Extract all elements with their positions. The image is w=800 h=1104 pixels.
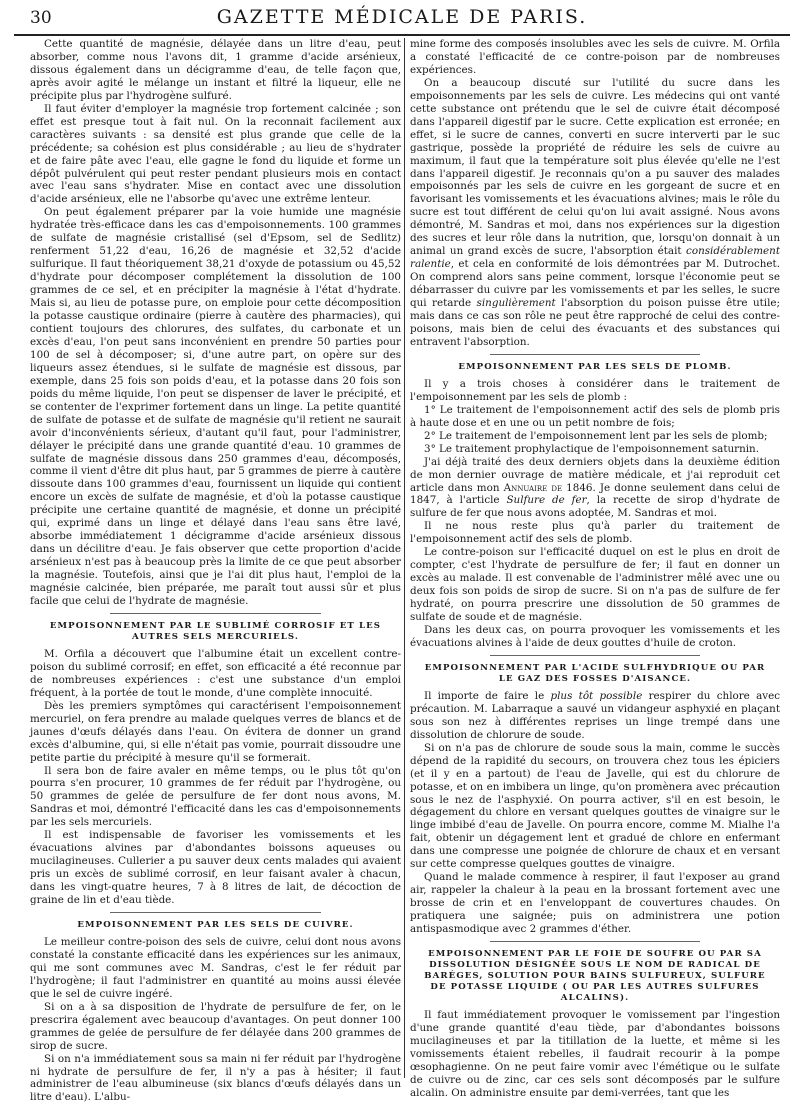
emphasis: Sulfure de fer — [506, 494, 587, 507]
paragraph: Il faut éviter d'employer la magnésie trop fortement calcinée ; son effet est presque tout à fait nul. On la reconnait facilement aux caractères suivants : sa densité est plus grande que celle de la précédente; sa cohésion est plus considérable ; au lieu de s'hydrater et de faire pâte avec l'eau, elle gagne le fond du liquide et forme un dépôt pulvérulent qui peut rester pendant plusieurs mois en contact avec l'eau sans s'hydrater. Mise en contact avec une dissolution d'acide arsénieux, elle ne l'absorbe qu'avec une extrême lenteur. — [30, 102, 401, 206]
paragraph: Cette quantité de magnésie, délayée dans un litre d'eau, peut absorber, comme nous l'avons dit, 1 gramme d'acide arsénieux, dissous également dans un décigramme d'eau, de telle façon que, après avoir agité le mélange un instant et filtré la liqueur, elle ne précipite plus par l'hydrogène sulfuré. — [30, 38, 401, 102]
list-item: 2° Le traitement de l'empoisonnement lent par les sels de plomb; — [424, 429, 768, 442]
paragraph: Il faut immédiatement provoquer le vomissement par l'ingestion d'une grande quantité d'eau tiède, par d'abondantes boissons mucilagineuses et par la titillation de la luette, et même si les vomissements étaient rebelles, il faudrait recourir à la pompe œsophagienne. On ne peut faire vomir avec l'émétique ou le sulfate de cuivre ou de zinc, car ces sels sont décomposés par le sulfure alcalin. On administre ensuite par demi-verrées, tant que les — [410, 1009, 780, 1099]
separator-rule — [110, 613, 321, 614]
paragraph: mine forme des composés insolubles avec les sels de cuivre. M. Orfila a constaté l'efficacité de ce contre-poison par de nombreuses expériences. — [410, 38, 780, 76]
page-number: 30 — [30, 8, 52, 28]
paragraph: Il importe de faire le plus tôt possible respirer du chlore avec précaution. M. Labarraque a sauvé un vidangeur asphyxié en plaçant sous son nez à différentes reprises un linge trempé dans une dissolution de chlorure de soude. — [410, 689, 780, 741]
paragraph: Il est indispensable de favoriser les vomissements et les évacuations alvines par d'abondantes boissons aqueuses ou mucilagineuses. Cullerier a pu sauver deux cents malades qui avaient pris un excès de sublimé corrosif, en leur faisant avaler à chacun, dans les vingt-quatre heures, 7 à 8 litres de lait, de décoction de graine de lin et d'eau tiède. — [30, 829, 401, 907]
left-column — [30, 38, 401, 1104]
paragraph: On peut également préparer par la voie humide une magnésie hydratée très-efficace dans les cas d'empoisonnements. 100 grammes de sulfate de magnésie cristallisé (sel d'Epsom, sel de Sedlitz) renferment 51,22 d'eau, 16,26 de magnésie et 32,52 d'acide sulfurique. Il faut théoriquement 38,21 d'oxyde de potassium ou 45,52 d'hydrate pour décomposer complétement la dissolution de 100 grammes de ce sel, et en précipiter la magnésie à l'état d'hydrate. Mais si, au lieu de potasse pure, on emploie pour cette décomposition la potasse caustique ordinaire (pierre à cautère des pharmacies), qui contient toujours des chlorures, des sulfates, du carbonate et un excès d'eau, l'on peut sans inconvénient en prendre 50 parties pour 100 de sel à décomposer; si, d'une autre part, on opère sur des liqueurs assez étendues, si le sulfate de magnésie est dissous, par exemple, dans 25 fois son poids d'eau, et la potasse dans 20 fois son poids du même liquide, l'on peut se dispenser de laver le précipité, et se contenter de l'exprimer fortement dans un linge. La petite quantité de sulfate de potasse et de sulfate de magnésie qu'il retient ne saurait avoir d'inconvénients sérieux, d'autant qu'il faut, pour l'administrer, délayer le précipité dans une grande quantité d'eau. 10 grammes de sulfate de magnésie dissous dans 250 grammes d'eau, décomposés, comme il vient d'être dit plus haut, par 5 grammes de pierre à cautère dissoute dans 100 grammes d'eau, fournissent un liquide qui contient encore un excès de sulfate de magnésie, et d'où la potasse caustique précipite une certaine quantité de magnésie, et donne un précipité qui, exprimé dans un linge et délayé dans l'eau sans être lavé, absorbe immédiatement 1 décigramme d'acide arsénieux dissous dans un décilitre d'eau. Je fais observer que cette proportion d'acide arsénieux n'est pas à beaucoup près la limite de ce que peut absorber la magnésie. Toutefois, ainsi que je l'ai dit plus haut, l'emploi de la magnésie calcinée, bien préparée, me paraît tout aussi sûr et plus facile que celui de l'hydrate de magnésie. — [30, 206, 401, 607]
paragraph: Il y a trois choses à considérer dans le traitement de l'empoisonnement par les sels de plomb : — [410, 377, 780, 403]
emphasis: plus tôt possible — [550, 689, 643, 702]
right-column — [410, 38, 780, 1099]
paragraph: Dès les premiers symptômes qui caractérisent l'empoisonnement mercuriel, on fera prendre au malade quelques verres de blancs et de jaunes d'œufs délayés dans l'eau. On évitera de donner un grand excès d'albumine, qui, si elle n'était pas vomie, pourrait dissoudre une petite partie du précipité à mesure qu'il se formerait. — [30, 699, 401, 764]
emphasis: considérablement ralentie — [410, 245, 780, 271]
page-header — [14, 4, 790, 36]
page-title: GAZETTE MÉDICALE DE PARIS. — [216, 6, 588, 28]
separator-rule — [110, 912, 321, 913]
paragraph: Si on a à sa disposition de l'hydrate de persulfure de fer, on le prescrira également avec beaucoup d'avantages. On peut donner 100 grammes de gelée de persulfure de fer délayée dans 200 grammes de sirop de sucre. — [30, 1000, 401, 1052]
list-item: 1° Le traitement de l'empoisonnement actif des sels de plomb pris à haute dose et en une ou un petit nombre de fois; — [410, 403, 780, 429]
paragraph: Il sera bon de faire avaler en même temps, ou le plus tôt qu'on pourra s'en procurer, 10 grammes de fer réduit par l'hydrogène, ou 50 grammes de gelée de persulfure de fer dont nous avons, M. Sandras et moi, démontré l'efficacité dans les cas d'empoisonnements par les sels mercuriels. — [30, 764, 401, 829]
book-title: Annuaire de 1846 — [503, 481, 593, 494]
section-heading: EMPOISONNEMENT PAR LES SELS DE CUIVRE. — [77, 920, 354, 930]
section-heading: EMPOISONNEMENT PAR L'ACIDE SULFHYDRIQUE OU PAR LE GAZ DES FOSSES D'AISANCE. — [424, 662, 766, 684]
paragraph: Dans les deux cas, on pourra provoquer les vomissements et les évacuations alvines à l'aide de deux gouttes d'huile de croton. — [410, 623, 780, 649]
separator-rule — [490, 941, 700, 942]
paragraph: Il ne nous reste plus qu'à parler du traitement de l'empoisonnement actif des sels de plomb. — [410, 520, 780, 546]
section-heading: EMPOISONNEMENT PAR LE SUBLIMÉ CORROSIF ET LES AUTRES SELS MERCURIELS. — [49, 620, 382, 642]
separator-rule — [490, 655, 700, 656]
emphasis: singulièrement — [476, 297, 556, 310]
paragraph: Le contre-poison sur l'efficacité duquel on est le plus en droit de compter, c'est l'hydrate de persulfure de fer; il faut en donner un excès au malade. Il est convenable de l'administrer mêlé avec une ou deux fois son poids de sirop de sucre. Si on n'a pas de sulfure de fer hydraté, on pourra prescrire une dissolution de 50 grammes de sulfate de soude et de magnésie. — [410, 546, 780, 624]
paragraph: On a beaucoup discuté sur l'utilité du sucre dans les empoisonnements par les sels de cuivre. Les médecins qui ont vanté cette substance ont prétendu que le sel de cuivre était décomposé dans l'appareil digestif par le sucre. Cette explication est erronée; en effet, si le sucre de cannes, converti en sucre interverti par le suc gastrique, possède la propriété de réduire les sels de cuivre au maximum, il faut que la température soit plus élevée qu'elle ne l'est dans l'appareil digestif. Je reconnais qu'on a pu sauver des malades empoisonnés par les sels de cuivre en les gorgeant de sucre et en favorisant les vomissements et les évacuations alvines; mais le rôle du sucre est tout différent de celui qu'on lui avait assigné. Nous avons démontré, M. Sandras et moi, dans nos expériences sur la digestion des sucres et leur rôle dans la nutrition, que, lorsqu'on donnait à un animal un grand excès de sucre, l'absorption était considérablement ralentie, et cela en conformité de lois démontrées par M. Dutrochet. On comprend alors sans peine comment, lorsque l'économie peut se débarrasser du cuivre par les vomissements et par les selles, le sucre qui retarde singulièrement l'absorption du poison puisse être utile; mais dans ce cas son rôle ne peut être rapproché de celui des contre-poisons, mais bien de celui des évacuants et des substances qui entravent l'absorption. — [410, 76, 780, 348]
separator-rule — [490, 354, 700, 355]
paragraph: Si on n'a immédiatement sous sa main ni fer réduit par l'hydrogène ni hydrate de persulfure de fer, il n'y a pas à hésiter; il faut administrer de l'eau albumineuse (six blancs d'œufs délayés dans un litre d'eau). L'albu- — [30, 1052, 401, 1104]
paragraph: Quand le malade commence à respirer, il faut l'exposer au grand air, rappeler la chaleur à la peau en la brossant fortement avec une brosse de crin et en l'enveloppant de couvertures chaudes. On pratiquera une saignée; puis on administrera une potion antispasmodique avec 2 grammes d'éther. — [410, 871, 780, 936]
paragraph: Le meilleur contre-poison des sels de cuivre, celui dont nous avons constaté la constante efficacité dans les expériences sur les animaux, qui me sont communes avec M. Sandras, c'est le fer réduit par l'hydrogène; il faut l'administrer en quantité au moins aussi élevée que le sel de cuivre ingéré. — [30, 936, 401, 1000]
section-heading: EMPOISONNEMENT PAR LE FOIE DE SOUFRE OU PAR SA DISSOLUTION DÉSIGNÉE SOUS LE NOM DE RADICAL DE BARÉGES, SOLUTION POUR BAINS SULFUREUX, SULFURE DE POTASSE LIQUIDE ( OU PAR LES AUTRES SULFURES ALCALINS). — [424, 949, 766, 1003]
paragraph: J'ai déjà traité des deux derniers objets dans la deuxième édition de mon dernier ouvrage de matière médicale, et j'ai reproduit cet article dans mon Annuaire de 1846. Je donne seulement dans celui de 1847, à l'article Sulfure de fer, la recette de sirop d'hydrate de sulfure de fer que nous avons adoptée, M. Sandras et moi. — [410, 455, 780, 520]
paragraph: Si on n'a pas de chlorure de soude sous la main, comme le succès dépend de la rapidité du secours, on trouvera chez tous les épiciers (et il y en a partout) de l'eau de Javelle, qui est du chlorure de potasse, et on en imbibera un linge, qu'on promènera avec précaution sous le nez de l'asphyxié. On pourra activer, s'il en est besoin, le dégagement du chlore en versant quelques gouttes de vinaigre sur le linge imbibé d'eau de Javelle. On pourra encore, comme M. Mialhe l'a fait, obtenir un dégagement lent et gradué de chlore en enfermant dans une compresse une poignée de chlorure de chaux et en versant sur cette compresse quelques gouttes de vinaigre. — [410, 741, 780, 871]
list-item: 3° Le traitement prophylactique de l'empoisonnement saturnin. — [424, 442, 760, 455]
paragraph: M. Orfila a découvert que l'albumine était un excellent contre-poison du sublimé corrosif; en effet, son efficacité a été reconnue par de nombreuses expériences : c'est une substance d'un emploi fréquent, à la portée de tout le monde, d'une complète innocuité. — [30, 647, 401, 699]
section-heading: EMPOISONNEMENT PAR LES SELS DE PLOMB. — [458, 361, 732, 372]
newspaper-page — [14, 4, 790, 1104]
